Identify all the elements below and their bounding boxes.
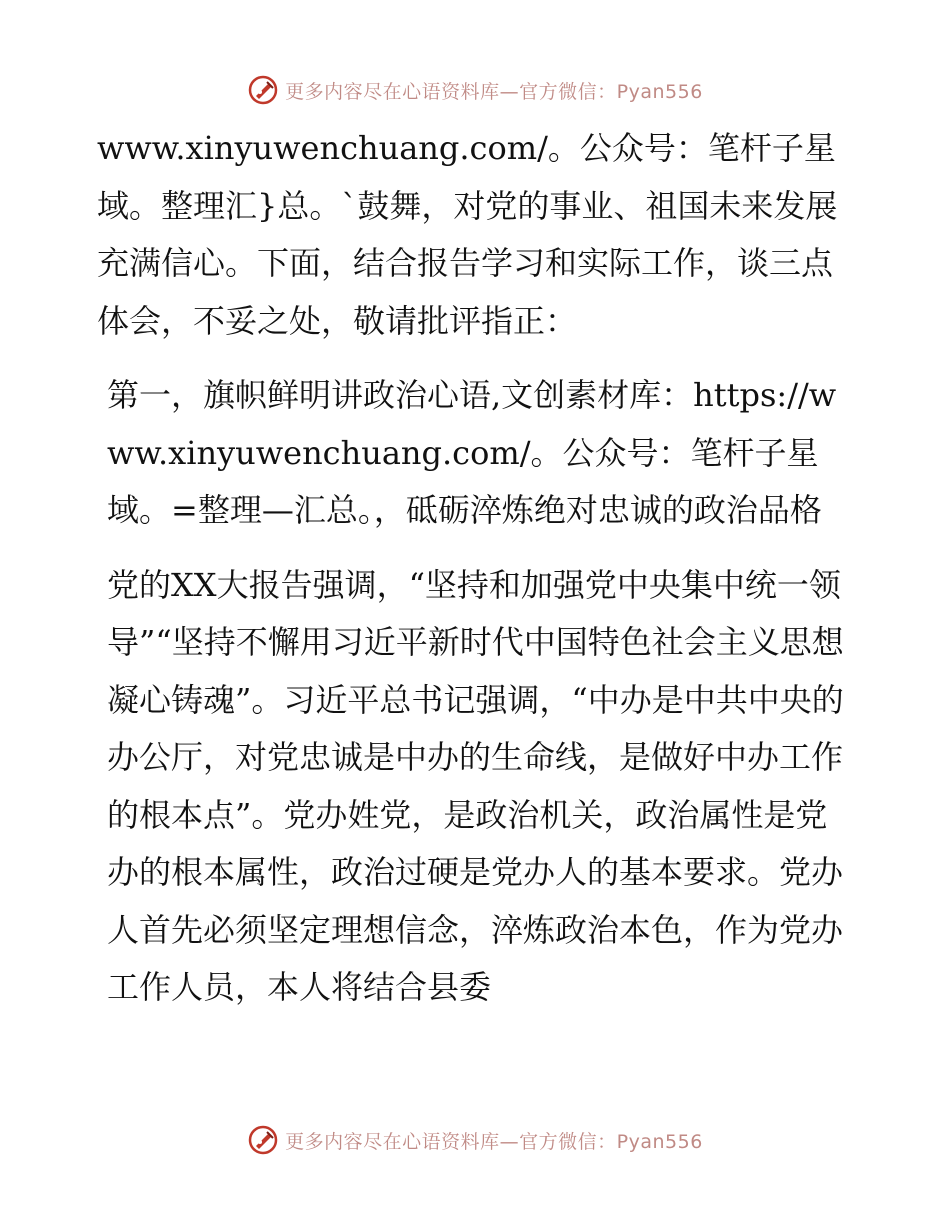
- pen-seal-logo-icon: [247, 74, 279, 106]
- header-banner-text: 更多内容尽在心语资料库—官方微信：Pyan556: [285, 80, 703, 103]
- paragraph-section-heading: 第一，旗帜鲜明讲政治心语,文创素材库：https://www.xinyuwenchuang.com/。公众号：笔杆子星域。=整理—汇总。，砥砺淬炼绝对忠诚的政治品格: [107, 376, 837, 529]
- document-body: [97, 120, 857, 1017]
- header-banner: [0, 70, 950, 110]
- footer-banner-text: 更多内容尽在心语资料库—官方微信：Pyan556: [285, 1130, 703, 1153]
- pen-seal-logo-icon: [247, 1124, 279, 1156]
- footer-banner: [0, 1120, 950, 1160]
- paragraph-body: 党的XX大报告强调，“坚持和加强党中央集中统一领导”“坚持不懈用习近平新时代中国特色社会主义思想凝心铸魂”。习近平总书记强调，“中办是中共中央的办公厅，对党忠诚是中办的生命线，是做好中办工作的根本点”。党办姓党，是政治机关，政治属性是党办的根本属性，政治过硬是党办人的基本要求。党办人首先必须坚定理想信念，淬炼政治本色，作为党办工作人员，本人将结合县委: [107, 565, 844, 1006]
- paragraph-intro: www.xinyuwenchuang.com/。公众号：笔杆子星域。整理汇}总。`鼓舞，对党的事业、祖国未来发展充满信心。下面，结合报告学习和实际工作，谈三点体会，不妥之处，敬请批评指正：: [97, 129, 838, 340]
